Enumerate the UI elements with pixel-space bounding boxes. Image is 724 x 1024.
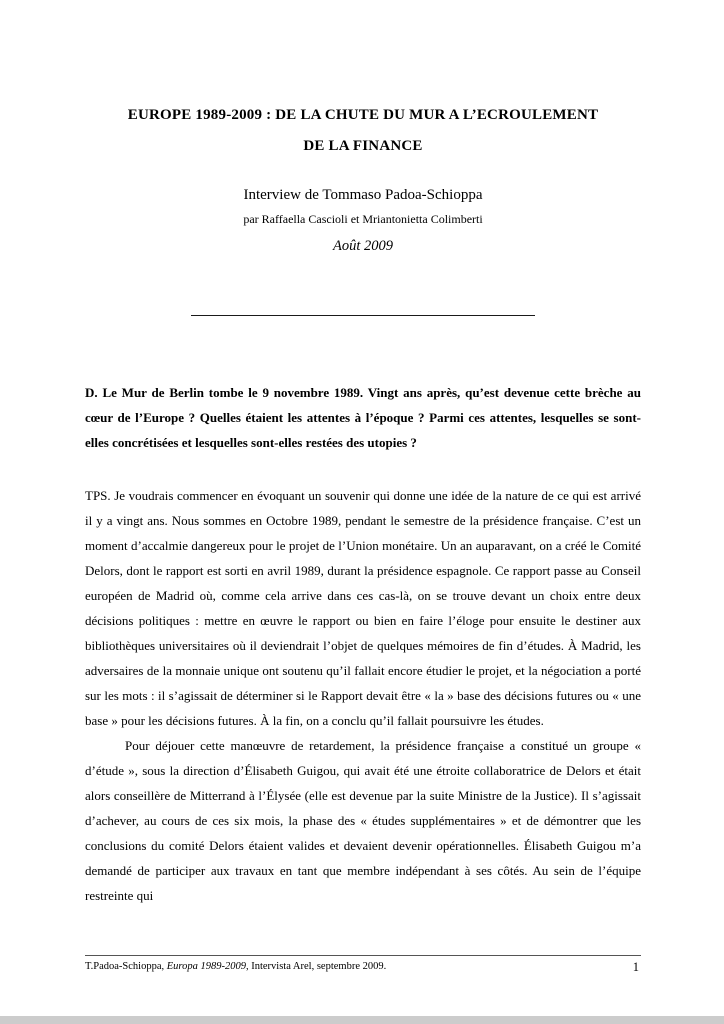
page-footer (85, 955, 641, 992)
citation-work-title: Europa 1989-2009 (166, 961, 246, 972)
citation-author: T.Padoa-Schioppa, (85, 961, 167, 972)
answer-paragraph-2: Pour déjouer cette manœuvre de retardement, la présidence française a constitué un groupe « d’étude », sous la direction d’Élisabeth Guigou, qui avait été une étroite collaboratrice de Delors et était alors conseillère de Mitterrand à l’Élysée (elle est devenue par la suite Ministre de la Justice). Il s’agissait d’achever, au cours de ces six mois, la phase des « études supplémentaires » et de démontrer que les conclusions du comité Delors étaient valides et devaient devenir opérationnelles. Élisabeth Guigou m’a demandé de participer aux travaux en tant que membre indépendant à ses côtés. Au sein de l’équipe restreinte qui (85, 738, 641, 903)
page-bottom-edge (0, 1016, 724, 1024)
document-content (85, 0, 641, 908)
interview-subtitle: Interview de Tommaso Padoa-Schioppa (243, 187, 483, 203)
title-line-2: DE LA FINANCE (303, 138, 423, 154)
footer-citation (85, 957, 386, 972)
question-paragraph: D. Le Mur de Berlin tombe le 9 novembre 1989. Vingt ans après, qu’est devenue cette brèche au cœur de l’Europe ? Quelles étaient les attentes à l’époque ? Parmi ces attentes, lesquelles se sont-elles concrétisées et lesquelles sont-elles restées des utopies ? (85, 385, 641, 450)
title-line-1: EUROPE 1989-2009 : DE LA CHUTE DU MUR A L’ECROULEMENT (127, 107, 599, 123)
interview-byline: par Raffaella Cascioli et Mriantonietta Colimberti (243, 212, 483, 226)
interview-date: Août 2009 (332, 238, 393, 254)
citation-details: , Intervista Arel, septembre 2009. (245, 961, 387, 972)
answer-paragraph-1: TPS. Je voudrais commencer en évoquant un souvenir qui donne une idée de la nature de ce qui est arrivé il y a vingt ans. Nous sommes en Octobre 1989, pendant le semestre de la présidence française. C’est un moment d’accalmie dangereux pour le projet de l’Union monétaire. Un an auparavant, on a créé le Comité Delors, dont le rapport est sorti en avril 1989, durant la présidence espagnole. Ce rapport passe au Conseil européen de Madrid où, comme cela arrive dans ces cas-là, on se trouve devant un choix entre deux décisions politiques : mettre en œuvre le rapport ou bien en faire l’éloge pour ensuite le destiner aux bibliothèques universitaires où il deviendrait l’objet de quelques mémoires de fin d’études. À Madrid, les adversaires de la monnaie unique ont soutenu qu’il fallait encore étudier le projet, et la négociation a porté sur les mots : il s’agissait de déterminer si le Rapport devait être « la » base des décisions futures ou « une base » pour les décisions futures. À la fin, on a conclu qu’il fallait poursuivre les études. (85, 488, 641, 728)
page-number: 1 (632, 960, 639, 974)
document-title (85, 100, 641, 162)
section-divider (191, 315, 535, 316)
